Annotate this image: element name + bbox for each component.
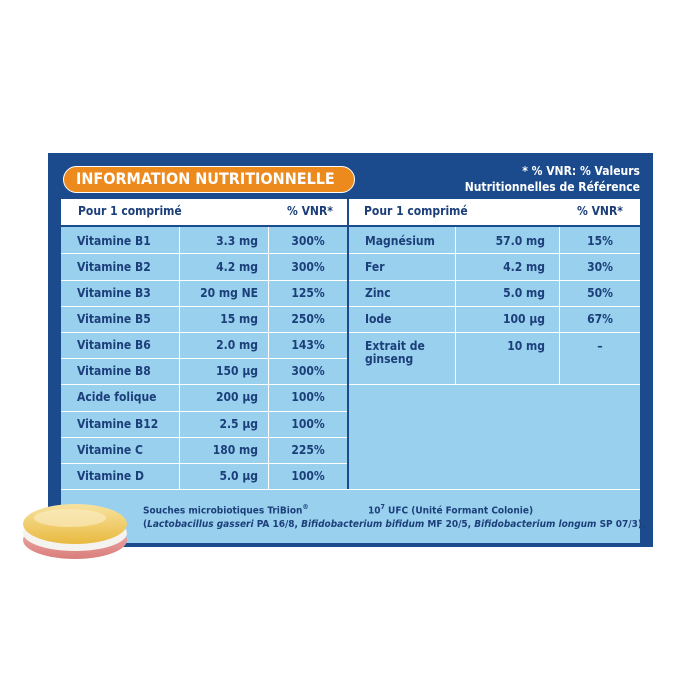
left-col-vnr: % VNR* xyxy=(287,204,333,218)
nutrient-name: Vitamine B3 xyxy=(77,286,151,300)
mineral-name-line1: Extrait de xyxy=(365,339,425,353)
mineral-vnr: 30% xyxy=(587,260,613,274)
nutrient-vnr: 125% xyxy=(291,286,325,300)
mineral-name-line2: ginseng xyxy=(365,352,414,366)
nutrient-name: Vitamine B5 xyxy=(77,312,151,326)
nutrient-vnr: 300% xyxy=(291,364,325,378)
nutrient-name: Vitamine C xyxy=(77,443,143,457)
nutrient-vnr: 300% xyxy=(291,260,325,274)
mineral-qty: 57.0 mg xyxy=(495,234,545,248)
nutrient-qty: 3.3 mg xyxy=(216,234,258,248)
probiotic-strains-label: Souches microbiotiques TriBion® xyxy=(143,503,309,517)
mineral-name: Iode xyxy=(365,312,392,326)
mineral-name: Zinc xyxy=(365,286,391,300)
left-col-label: Pour 1 comprimé xyxy=(78,204,182,218)
nutrient-name: Vitamine B8 xyxy=(77,364,151,378)
nutrient-vnr: 100% xyxy=(291,469,325,483)
vnr-footnote xyxy=(465,163,640,195)
mineral-name: Fer xyxy=(365,260,385,274)
mineral-qty: 100 µg xyxy=(503,312,545,326)
mineral-vnr: – xyxy=(597,339,603,353)
tablet-image xyxy=(18,496,133,566)
nutrient-name: Acide folique xyxy=(77,390,157,404)
mineral-qty: 10 mg xyxy=(507,339,545,353)
left-table-header xyxy=(61,199,347,225)
nutrient-name: Vitamine B2 xyxy=(77,260,151,274)
nutrient-qty: 5.0 µg xyxy=(219,469,258,483)
nutrient-qty: 15 mg xyxy=(220,312,258,326)
nutrient-vnr: 300% xyxy=(291,234,325,248)
nutrient-vnr: 100% xyxy=(291,417,325,431)
probiotic-section xyxy=(61,490,640,543)
nutrient-name: Vitamine D xyxy=(77,469,144,483)
mineral-qty: 4.2 mg xyxy=(503,260,545,274)
vnr-note-line1: * % VNR: % Valeurs xyxy=(522,164,640,178)
mineral-vnr: 50% xyxy=(587,286,613,300)
nutrient-qty: 150 µg xyxy=(216,364,258,378)
probiotic-ufc: $10^7$ UFC (Unité Formant Colonie) xyxy=(368,503,534,517)
nutrient-qty: 4.2 mg xyxy=(216,260,258,274)
nutrient-name: Vitamine B12 xyxy=(77,417,159,431)
nutrition-title: INFORMATION NUTRITIONNELLE xyxy=(63,166,355,193)
nutrient-qty: 2.5 µg xyxy=(219,417,258,431)
mineral-name: Magnésium xyxy=(365,234,435,248)
nutrient-vnr: 143% xyxy=(291,338,325,352)
probiotic-strains-list: (Lactobacillus gasseri PA 16/8, Bifidobacterium bifidum MF 20/5, Bifidobacterium longum SP 07/3). xyxy=(143,519,646,530)
nutrient-name: Vitamine B6 xyxy=(77,338,151,352)
nutrient-name: Vitamine B1 xyxy=(77,234,151,248)
mineral-name xyxy=(365,340,425,366)
vnr-note-line2: Nutritionnelles de Référence xyxy=(464,180,640,194)
mineral-qty: 5.0 mg xyxy=(503,286,545,300)
nutrient-vnr: 225% xyxy=(291,443,325,457)
nutrient-qty: 2.0 mg xyxy=(216,338,258,352)
mineral-vnr: 67% xyxy=(587,312,613,326)
nutrient-vnr: 100% xyxy=(291,390,325,404)
nutrient-qty: 200 µg xyxy=(216,390,258,404)
nutrient-qty: 20 mg NE xyxy=(200,286,258,300)
nutrient-qty: 180 mg xyxy=(212,443,258,457)
right-col-vnr: % VNR* xyxy=(577,204,623,218)
mineral-vnr: 15% xyxy=(587,234,613,248)
right-table-header xyxy=(349,199,640,225)
right-col-label: Pour 1 comprimé xyxy=(364,204,468,218)
nutrient-vnr: 250% xyxy=(291,312,325,326)
